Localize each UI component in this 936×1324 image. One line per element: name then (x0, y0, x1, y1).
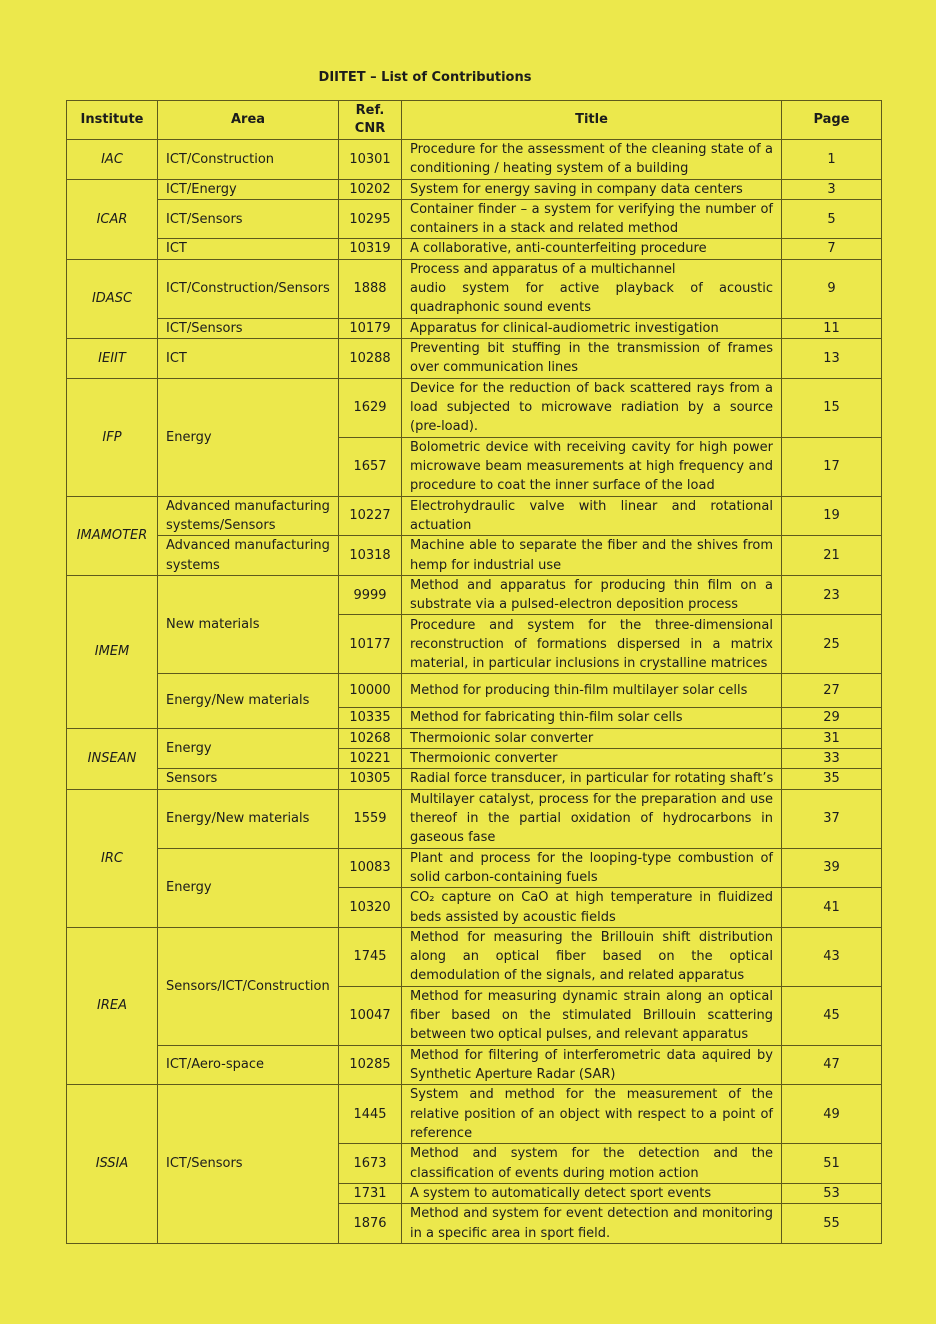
title-cell: Method and system for event detection and monitoring in a specific area in sport field. (402, 1204, 782, 1244)
ref-cell: 10177 (339, 615, 402, 674)
title-cell: System and method for the measurement of the relative position of an object with respect to a point of reference (402, 1085, 782, 1144)
page-cell: 37 (782, 789, 882, 848)
table-row (67, 239, 882, 259)
ref-cell: 10221 (339, 749, 402, 769)
table-row (67, 927, 882, 986)
table-row (67, 1045, 882, 1085)
page-cell: 31 (782, 728, 882, 748)
ref-cell: 10047 (339, 986, 402, 1045)
ref-cell: 1745 (339, 927, 402, 986)
table-row (67, 728, 882, 748)
table-row (67, 1085, 882, 1144)
title-cell: Preventing bit stuffing in the transmission of frames over communication lines (402, 339, 782, 379)
institute-cell: IDASC (67, 259, 158, 338)
title-cell: Multilayer catalyst, process for the preparation and use thereof in the partial oxidation of hydrocarbons in gaseous fase (402, 789, 782, 848)
page-cell: 47 (782, 1045, 882, 1085)
title-cell: Plant and process for the looping-type combustion of solid carbon-containing fuels (402, 848, 782, 888)
page-cell: 51 (782, 1144, 882, 1184)
page-cell: 11 (782, 318, 882, 338)
area-cell: ICT/Sensors (158, 1085, 339, 1243)
institute-cell: INSEAN (67, 728, 158, 789)
institute-cell: IREA (67, 927, 158, 1085)
institute-cell: IMAMOTER (67, 496, 158, 575)
table-row (67, 318, 882, 338)
page-cell: 45 (782, 986, 882, 1045)
header-page: Page (782, 101, 882, 140)
institute-cell: ICAR (67, 179, 158, 259)
title-cell: Process and apparatus of a multichannel audio system for active playback of acoustic quadraphonic sound events (402, 259, 782, 318)
page-cell: 39 (782, 848, 882, 888)
ref-cell: 1629 (339, 378, 402, 437)
area-cell: Energy (158, 378, 339, 496)
header-row (67, 101, 882, 140)
title-cell: Bolometric device with receiving cavity for high power microwave beam measurements at high frequency and procedure to coat the inner surface of the load (402, 437, 782, 496)
ref-cell: 10301 (339, 140, 402, 180)
page-cell: 41 (782, 888, 882, 928)
ref-cell: 1888 (339, 259, 402, 318)
area-cell: ICT (158, 339, 339, 379)
ref-cell: 10320 (339, 888, 402, 928)
page-cell: 27 (782, 674, 882, 708)
table-row (67, 378, 882, 437)
header-institute: Institute (67, 101, 158, 140)
area-cell: Sensors/ICT/Construction (158, 927, 339, 1045)
area-cell: Energy/New materials (158, 789, 339, 848)
area-cell: ICT/Aero-space (158, 1045, 339, 1085)
institute-cell: IAC (67, 140, 158, 180)
area-cell: Advanced manufacturing systems (158, 536, 339, 576)
table-row (67, 140, 882, 180)
ref-cell: 1731 (339, 1183, 402, 1203)
area-cell: ICT (158, 239, 339, 259)
document-title: DIITET – List of Contributions (318, 70, 532, 85)
title-cell: Method and apparatus for producing thin film on a substrate via a pulsed-electron deposition process (402, 575, 782, 615)
institute-cell: IMEM (67, 575, 158, 728)
title-cell: Method and system for the detection and the classification of events during motion action (402, 1144, 782, 1184)
ref-cell: 10202 (339, 179, 402, 199)
title-cell: Method for filtering of interferometric data aquired by Synthetic Aperture Radar (SAR) (402, 1045, 782, 1085)
ref-cell: 10295 (339, 199, 402, 239)
contributions-table (66, 100, 882, 1244)
table-row (67, 179, 882, 199)
page-cell: 55 (782, 1204, 882, 1244)
table-row (67, 789, 882, 848)
institute-cell: IEIIT (67, 339, 158, 379)
table-row (67, 769, 882, 789)
institute-cell: ISSIA (67, 1085, 158, 1243)
table-row (67, 339, 882, 379)
page-cell: 29 (782, 708, 882, 728)
header-ref: Ref. CNR (339, 101, 402, 140)
area-cell: ICT/Construction/Sensors (158, 259, 339, 318)
title-cell: Procedure for the assessment of the cleaning state of a conditioning / heating system of a building (402, 140, 782, 180)
ref-cell: 1559 (339, 789, 402, 848)
page-cell: 49 (782, 1085, 882, 1144)
title-cell: Method for measuring dynamic strain along an optical fiber based on the stimulated Brillouin scattering between two optical pulses, and relevant apparatus (402, 986, 782, 1045)
title-cell: Thermoionic solar converter (402, 728, 782, 748)
table-row (67, 199, 882, 239)
page-cell: 33 (782, 749, 882, 769)
ref-cell: 10305 (339, 769, 402, 789)
area-cell: New materials (158, 575, 339, 674)
ref-cell: 1445 (339, 1085, 402, 1144)
page-cell: 5 (782, 199, 882, 239)
institute-cell: IRC (67, 789, 158, 927)
ref-cell: 10227 (339, 496, 402, 536)
area-cell: ICT/Sensors (158, 318, 339, 338)
title-cell: System for energy saving in company data centers (402, 179, 782, 199)
title-cell: A system to automatically detect sport events (402, 1183, 782, 1203)
page-cell: 23 (782, 575, 882, 615)
table-row (67, 536, 882, 576)
page-cell: 35 (782, 769, 882, 789)
area-cell: Energy (158, 728, 339, 769)
ref-cell: 10318 (339, 536, 402, 576)
area-cell: Advanced manufacturing systems/Sensors (158, 496, 339, 536)
title-cell: Machine able to separate the fiber and the shives from hemp for industrial use (402, 536, 782, 576)
title-cell: Procedure and system for the three-dimensional reconstruction of formations dispersed in a matrix material, in particular inclusions in crystalline matrices (402, 615, 782, 674)
area-cell: Sensors (158, 769, 339, 789)
page-cell: 43 (782, 927, 882, 986)
ref-cell: 1876 (339, 1204, 402, 1244)
ref-cell: 10319 (339, 239, 402, 259)
ref-cell: 10335 (339, 708, 402, 728)
ref-cell: 10083 (339, 848, 402, 888)
area-cell: ICT/Energy (158, 179, 339, 199)
table-row (67, 496, 882, 536)
page-cell: 17 (782, 437, 882, 496)
page-cell: 1 (782, 140, 882, 180)
header-area: Area (158, 101, 339, 140)
title-cell: Method for fabricating thin-film solar cells (402, 708, 782, 728)
title-cell: Thermoionic converter (402, 749, 782, 769)
ref-cell: 10179 (339, 318, 402, 338)
area-cell: Energy/New materials (158, 674, 339, 728)
title-cell: Container finder – a system for verifying the number of containers in a stack and related method (402, 199, 782, 239)
page-cell: 25 (782, 615, 882, 674)
page-cell: 53 (782, 1183, 882, 1203)
page-cell: 19 (782, 496, 882, 536)
title-cell: Electrohydraulic valve with linear and rotational actuation (402, 496, 782, 536)
page-cell: 13 (782, 339, 882, 379)
table-row (67, 575, 882, 615)
ref-cell: 10285 (339, 1045, 402, 1085)
institute-cell: IFP (67, 378, 158, 496)
area-cell: ICT/Sensors (158, 199, 339, 239)
area-cell: ICT/Construction (158, 140, 339, 180)
ref-cell: 10268 (339, 728, 402, 748)
title-cell: Method for measuring the Brillouin shift distribution along an optical fiber based on the optical demodulation of the signals, and related apparatus (402, 927, 782, 986)
ref-cell: 9999 (339, 575, 402, 615)
title-cell: Radial force transducer, in particular for rotating shaft’s (402, 769, 782, 789)
title-cell: CO₂ capture on CaO at high temperature in fluidized beds assisted by acoustic fields (402, 888, 782, 928)
area-cell: Energy (158, 848, 339, 927)
header-title: Title (402, 101, 782, 140)
page-cell: 3 (782, 179, 882, 199)
page-cell: 9 (782, 259, 882, 318)
ref-cell: 10288 (339, 339, 402, 379)
page-cell: 21 (782, 536, 882, 576)
ref-cell: 1673 (339, 1144, 402, 1184)
title-cell: Method for producing thin-film multilayer solar cells (402, 674, 782, 708)
ref-cell: 10000 (339, 674, 402, 708)
title-cell: Apparatus for clinical-audiometric investigation (402, 318, 782, 338)
page-cell: 15 (782, 378, 882, 437)
table-row (67, 674, 882, 708)
table-row (67, 259, 882, 318)
ref-cell: 1657 (339, 437, 402, 496)
page-cell: 7 (782, 239, 882, 259)
table-row (67, 848, 882, 888)
title-cell: A collaborative, anti-counterfeiting procedure (402, 239, 782, 259)
title-cell: Device for the reduction of back scattered rays from a load subjected to microwave radiation by a source (pre-load). (402, 378, 782, 437)
